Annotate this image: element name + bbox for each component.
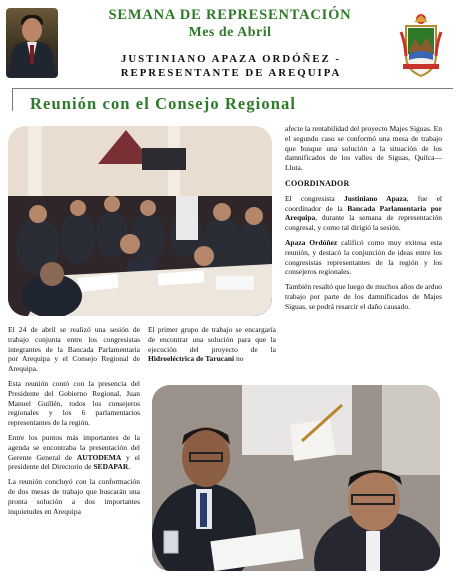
paragraph: Entre los puntos más importantes de la agenda se encontraba la presentación del Gerente General de AUTODEMA y el presidente del Directorio de SEDAPAR. xyxy=(8,432,140,472)
article-column-2 xyxy=(148,325,276,369)
meeting-photo-main xyxy=(8,126,272,316)
subheading: COORDINADOR xyxy=(285,178,350,188)
newsletter-subtitle: Mes de Abril xyxy=(188,25,272,40)
article-column-3 xyxy=(285,124,442,317)
newsletter-title: SEMANA DE REPRESENTACIÓN xyxy=(108,7,352,23)
representative-name: JUSTINIANO APAZA ORDÓÑEZ - xyxy=(120,53,342,65)
section-title: Reunión con el Consejo Regional xyxy=(30,94,297,113)
paragraph: También resaltó que luego de muchos años de arduo trabajo por parte de los damnificados de Majes Siguas, se podrá resarcir el daño causado. xyxy=(285,282,442,311)
representative-role: REPRESENTANTE DE AREQUIPA xyxy=(120,67,342,79)
paragraph: El congresista Justiniano Apaza, fue el coordinador de la Bancada Parlamentaria por Arequipa, durante la semana de representación congresal, y como tal dirigió la sesión. xyxy=(285,193,443,233)
paragraph: afecte la rentabilidad del proyecto Majes Siguas. En el segundo caso se conformó una mesa de trabajo que busque una solución a la situación de los damnificados de los valles de Siguas, Quilca—Lluta. xyxy=(285,124,442,173)
paragraph: Apaza Ordóñez calificó como muy exitosa esta reunión, y destacó la conjunción de ideas entre los congresistas representantes de la región y los consejeros regionales. xyxy=(285,237,442,277)
paragraph: El primer grupo de trabajo se encargaría de encontrar una solución para que la ejecución del proyecto de la Hidroeléctrica de Tarucani no xyxy=(148,325,276,364)
paragraph: El 24 de abril se realizó una sesión de trabajo conjunta entre los congresistas integrantes de la Bancada Parlamentaria por Arequipa y el Consejo Regional de Arequipa. xyxy=(8,325,140,374)
coat-of-arms-icon xyxy=(397,12,445,78)
portrait-photo xyxy=(6,8,58,78)
meeting-photo-closeup xyxy=(152,385,440,571)
paragraph: La reunión concluyó con la conformación de dos mesas de trabajo que buscarán una pronta solución a dos importantes inquietudes en Arequipa xyxy=(8,477,140,516)
article-column-1 xyxy=(8,325,140,521)
paragraph: Esta reunión contó con la presencia del Presidente del Gobierno Regional, Juan Manuel Guillén, todos los consejeros regionales y los 6 parlamentarios representantes de la región. xyxy=(8,378,140,428)
